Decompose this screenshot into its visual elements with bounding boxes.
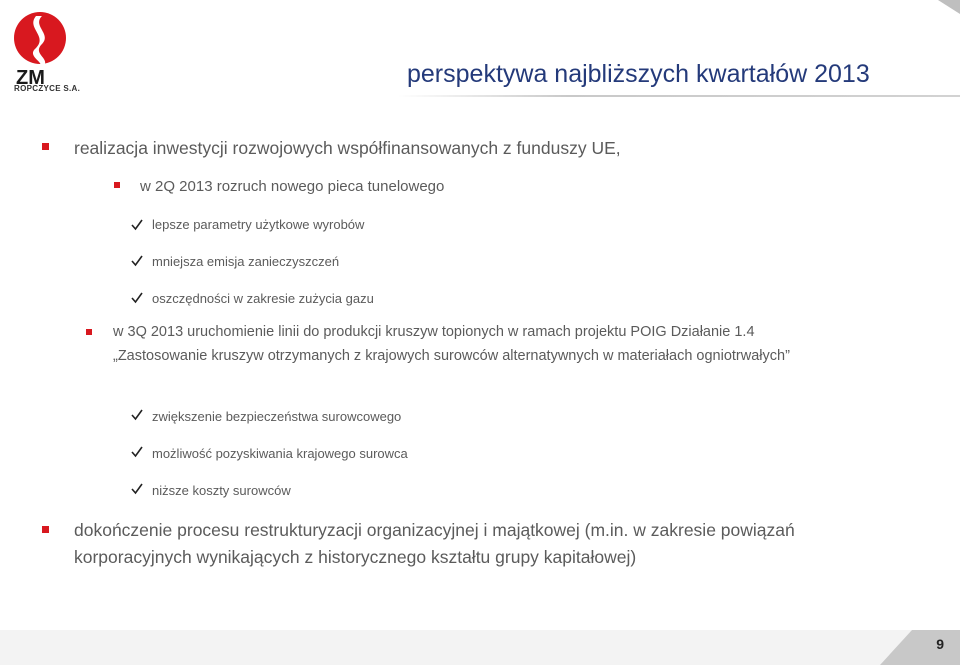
corner-decoration (938, 0, 960, 14)
check-item-text: niższe koszty surowców (152, 483, 291, 498)
bullet-text: dokończenie procesu restrukturyzacji organizacyjnej i majątkowej (m.in. w zakresie powiązań (74, 520, 795, 540)
checkmark-icon (131, 219, 143, 231)
check-item-text: mniejsza emisja zanieczyszczeń (152, 254, 340, 269)
check-item-text: oszczędności w zakresie zużycia gazu (152, 291, 374, 306)
footer-bar (0, 630, 960, 665)
page-title: perspektywa najbliższych kwartałów 2013 (407, 60, 870, 88)
checkmark-icon (131, 409, 143, 421)
check-item-text: lepsze parametry użytkowe wyrobów (152, 217, 365, 232)
bullet-text: realizacja inwestycji rozwojowych współfinansowanych z funduszy UE, (74, 138, 621, 158)
footer-corner-decoration (880, 620, 960, 665)
bullet-text: w 3Q 2013 uruchomienie linii do produkcji kruszyw topionych w ramach projektu POIG Działanie 1.4 (113, 324, 755, 340)
check-item-text: możliwość pozyskiwania krajowego surowca (152, 446, 408, 461)
bullet-square-icon (114, 182, 120, 188)
bullet-text-continuation: korporacyjnych wynikających z historycznego kształtu grupy kapitałowej) (74, 547, 637, 567)
logo-caption: ROPCZYCE S.A. (14, 84, 81, 93)
bullet-square-icon (42, 143, 49, 150)
title-divider (398, 95, 960, 97)
checkmark-icon (131, 446, 143, 458)
bullet-text-continuation: „Zastosowanie kruszyw otrzymanych z krajowych surowców alternatywnych w materiałach ogniotrwałych” (113, 348, 790, 364)
checkmark-icon (131, 292, 143, 304)
bullet-square-icon (42, 526, 49, 533)
checkmark-icon (131, 483, 143, 495)
check-item-text: zwiększenie bezpieczeństwa surowcowego (152, 409, 402, 424)
bullet-square-icon (86, 329, 92, 335)
bullet-text: w 2Q 2013 rozruch nowego pieca tunelowego (140, 178, 445, 195)
checkmark-icon (131, 255, 143, 267)
page-number: 9 (936, 636, 944, 652)
svg-text:ZM: ZM (16, 67, 45, 86)
